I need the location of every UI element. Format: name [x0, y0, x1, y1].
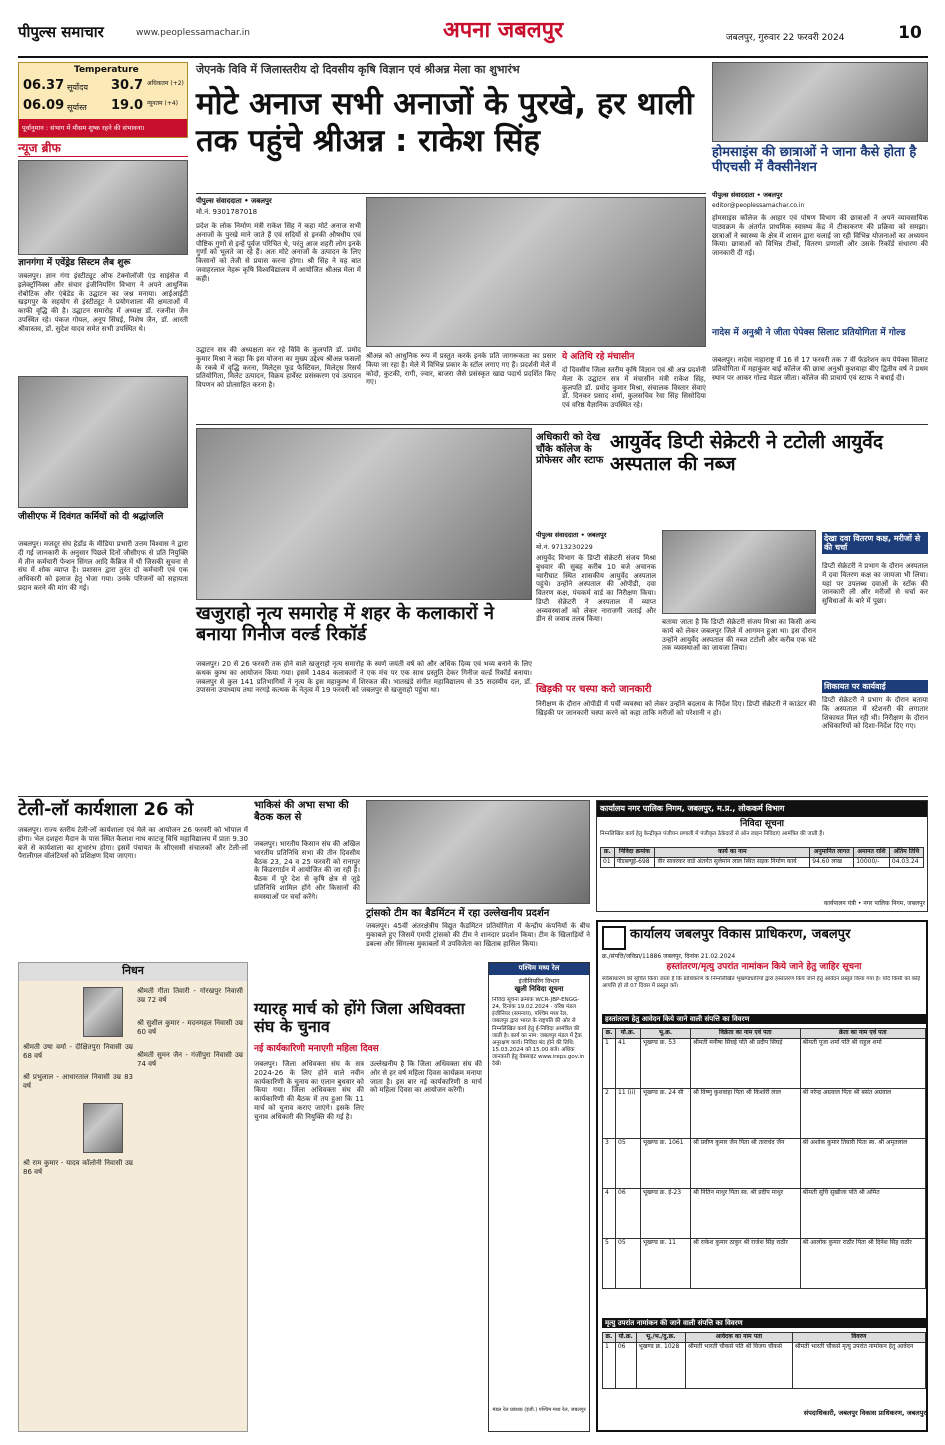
jda-logo-icon	[602, 926, 626, 950]
adhivakta-headline: ग्यारह मार्च को होंगे जिला अधिवक्ता संघ के चुनाव	[254, 999, 465, 1037]
weather-title: Temperature	[74, 65, 139, 75]
railway-footer: मंडल रेल प्रबंधक (इंजी.) पश्चिम मध्य रेल, जबलपुर	[492, 1407, 586, 1413]
ayurved-body-2: बताया जाता है कि डिप्टी सेक्रेटरी संजय मिश्रा का किसी अन्य कार्य को लेकर जबलपुर जिले में आगमन हुआ था। इस दौरान उन्होंने आयुर्वेद अस्पताल की नब्ज टटोली और करीब एक घंटे तक व्यवस्थाओं का जायजा लिया।	[662, 618, 816, 653]
homescience-body: होमसाइंस कॉलेज के आहार एवं पोषण विभाग की छात्राओं ने अपने व्यावसायिक पाठ्यक्रम के अंतर्गत प्राथमिक स्वास्थ्य केंद्र में टीकाकरण की प्रक्रिया को समझा। छात्राओं ने स्वास्थ्य के क्षेत्र में शासन द्वारा चलाई जा रही विभिन्न योजनाओं का अध्ययन किया। छात्राओं को विभिन्न टीकों, वितरण प्रणाली और उसके रिकॉर्ड संधारण की जानकारी दी गई।	[712, 214, 928, 257]
telilaw-body: जबलपुर। राज्य स्तरीय टेली-लॉ कार्यशाला एवं मेले का आयोजन 26 फरवरी को भोपाल में होगा। भेल दशहरा मैदान के पास स्थित कैलाश नाथ काटजू विधि महाविद्यालय में प्रातः 9.30 बजे से कार्यशाला का शुभारंभ होगा। इसमें पंचायत के सीएससी संचालकों और टेली-लॉ पैरालीगल वॉलंटियर्स को प्रशिक्षण दिया जाएगा।	[18, 826, 248, 861]
nades-body: जबलपुर। नादेस नाहाराष्ट्र में 16 से 17 फरवरी तक 7 वीं फेडरेशन कप पेपेक्स सिलाट प्रतियोगिता में महाकुंवर बाई कॉलेज की छात्रा अनुश्री कुशवाहा बीए द्वितीय वर्ष ने प्रथम स्थान पर आकर गोल्ड मेडल जीता। कॉलेज की प्राचार्य एवं स्टाफ ने बधाई दी।	[712, 356, 928, 382]
lead-body-2: उद्घाटन सत्र की अध्यक्षता कर रहे विवि के कुलपति डॉ. प्रमोद कुमार मिश्रा ने कहा कि इस योजना का मुख्य उद्देश्य श्रीअन्न फसलों के रकबे में वृद्धि करना, मिलेट्स फूड फेस्टिवल, मिलेट्स रिसर्च प्रतियोगिता, मिलेट उत्पादन, विक्रय हार्वेस्ट प्रसंस्करण एवं उत्पादन विपणन को प्रोत्साहित करना है।	[196, 346, 361, 389]
nigam-footer: कार्यपालन यंत्री • नगर पालिक निगम, जबलपुर	[823, 900, 925, 907]
page-number: 10	[898, 23, 922, 43]
news-brief-photo-2	[18, 376, 188, 508]
section-divider	[196, 424, 928, 425]
sunrise-label: सूर्योदय	[67, 83, 89, 92]
railway-sub: इंजीनियरिंग विभाग	[518, 978, 560, 985]
railway-header: पश्चिम मध्य रेल	[489, 963, 589, 975]
edition-title: अपना जबलपुर	[443, 18, 564, 43]
table-row: 3 05 भूखण्ड क्र. 1061 श्री प्रवीण कुमार जैन पिता श्री ताराचंद जैन श्री अशोक कुमार तिवारी पिता स्व. श्री अमृतलाल	[603, 1138, 926, 1188]
nidhan-entry: श्रीमती उषा वर्मा - दीक्षितपुरा निवासी उम्र 68 वर्ष	[23, 1043, 133, 1060]
jda-section-2: मृत्यु उपरांत नामांकन की जाने वाली संपत्ति का विवरण	[602, 1318, 926, 1328]
railway-title: खुली निविदा सूचना	[514, 985, 564, 993]
adhivakta-body-2: उल्लेखनीय है कि जिला अधिवक्ता संघ की ओर से हर वर्ष महिला दिवस कार्यक्रम मनाया जाता है। इस बार नई कार्यकारिणी 8 मार्च को महिला दिवस का आयोजन करेगी।	[370, 1060, 482, 1095]
khajuraho-body: जबलपुर। 20 से 26 फरवरी तक होने वाले खजुराहो नृत्य समारोह के स्वर्ण जयंती वर्ष को और अधिक दिव्य एवं भव्य बनाने के लिए कथक कुम्भ का आयोजन किया गया। इसमें 1484 कलाकारों ने एक मंच पर एक साथ प्रस्तुति देकर गिनीज वर्ल्ड रिकॉर्ड बनाया। जबलपुर से कुल 141 प्रतिभागियों ने नृत्य के इस महाकुम्भ में शिरकत की। भातखंडे संगीत महाविद्यालय से 35 सदस्यीय दल, डॉ. उपासना उपाध्याय तथा नरगड़े कत्थक के नेतृत्व में 19 फरवरी को जबलपुर से खजुराहो पहुंचा था।	[196, 660, 532, 695]
nidhan-entry: श्रीमती सुमन जैन - गंजीपुरा निवासी उम्र 74 वर्ष	[137, 1051, 243, 1068]
min-temp: 19.0	[111, 98, 144, 113]
khajuraho-headline: खजुराहो नृत्य समारोह में शहर के कलाकारों ने बनाया गिनीज वर्ल्ड रिकॉर्ड	[196, 603, 494, 645]
brief2-body: जबलपुर। मजदूर संघ हेडोंड के मीडिया प्रभारी उत्तम विश्वास ने द्वारा दी गई जानकारी के अनुसार पिछले दिनों जीसीएफ से प्रति नियुक्ति में तीन कर्मचारी पेन्शन सिंगल आदि कैंब्रिज में थी जिसकी सूचना से संघ में शोक व्याप्त है। प्रशासन द्वारा तुरंत दो कर्मचारी एवं एक अधिकारी को इलाज हेतु भेजा गया। उनके परिजनों को सहायता प्रदान करने की मांग की गई।	[18, 540, 188, 592]
adhivakta-subhead: नई कार्यकारिणी मनाएगी महिला दिवस	[254, 1044, 379, 1054]
nigam-header: कार्यालय नगर पालिक निगम, जबलपुर, म.प्र., लोककर्म विभाग	[597, 801, 927, 817]
transco-photo	[366, 800, 590, 904]
ayurved-photo	[662, 530, 816, 614]
ayurved-body: आयुर्वेद विभाग के डिप्टी सेक्रेटरी संजय मिश्रा बुधवार की सुबह करीब 10 बजे अचानक ग्वारीघाट स्थित शासकीय आयुर्वेद अस्पताल पहुंचे। उन्होंने अस्पताल की ओपीडी, दवा वितरण कक्ष, पंचकर्म वार्ड का निरीक्षण किया। डिप्टी सेक्रेटरी ने अस्पताल में व्याप्त अव्यवस्थाओं को लेकर नाराजगी जताई और डीन से जवाब तलब किया।	[536, 554, 656, 624]
transco-body: जबलपुर। 45वीं अंतरक्षेत्रीय विद्युत कैडमिंटन प्रतियोगिता में केन्द्रीय कंपनियों के बीच मुकाबले हुए जिसमें एमपी ट्रांसको की टीम ने शानदार प्रदर्शन किया। टीम के खिलाड़ियों ने डबल्स और सिंगल्स मुकाबलों में उपविजेता का खिताब हासिल किया।	[366, 922, 590, 948]
max-temp: 30.7	[111, 78, 144, 93]
brief1-title: ज्ञानगंगा में एवेंड्रेड सिस्टम लैब शुरू	[18, 258, 131, 268]
jda-section-1: हस्तांतरण हेतु आवेदन किये जाने वाली संपत्ति का विवरण	[602, 1014, 926, 1024]
lead-body-1: प्रदेश के लोक निर्माण मंत्री राकेश सिंह ने कहा मोटे अनाज सभी अनाजों के पुरखे माने जाते हैं एवं सदियों से इनकी औषधीय एवं पौष्टिक गुणों से इन्हें पूर्वज परिचित थे, परंतु आज शहरी लोग इनके गुणों को भूलते जा रहे हैं। अतः मोटे अनाजों के उत्पादन के लिए किसानों को तेजी से प्रयास करना होगा। श्री सिंह ने यह बात जवाहरलाल नेहरू कृषि विश्वविद्यालय में आयोजित श्रीअन्न मेला में कही।	[196, 222, 361, 283]
homescience-headline: होमसाइंस की छात्राओं ने जाना कैसे होता है पीएचसी में वैक्सीनेशन	[712, 145, 917, 175]
lead-photo-caption: ये अतिथि रहे मंचासीन	[562, 352, 635, 362]
weather-box	[18, 62, 188, 138]
homescience-photo	[712, 62, 928, 142]
ayurved-headline: आयुर्वेद डिप्टी सेक्रेटरी ने टटोली आयुर्वेद अस्पताल की नब्ज	[610, 431, 883, 475]
sunset-label: सूर्यास्त	[67, 103, 87, 112]
jda-footer: संपदाधिकारी, जबलपुर विकास प्राधिकरण, जबलपुर	[803, 1409, 926, 1417]
nades-headline: नादेस में अनुश्री ने जीता पेपेक्स सिलाट प्रतियोगिता में गोल्ड	[712, 328, 906, 338]
ayurved-byline: पीपुल्स संवाददाता • जबलपुर	[536, 531, 607, 539]
website[interactable]: www.peoplessamachar.in	[136, 28, 250, 38]
nigam-title: निविदा सूचना	[739, 819, 785, 829]
nidhan-entry: श्रीमती गीता तिवारी - गोरखपुर निवासी उम्र 72 वर्ष	[137, 987, 243, 1004]
table-row: 5 05 भूखण्ड क्र. 11 श्री राकेश कुमार ठाकुर श्री राजेश सिंह राठौर श्री आलोक कुमार राठौर पिता श्री दिनेश सिंह राठौर	[603, 1238, 926, 1288]
jda-table-2: क्र. यो.क्र. भू./भ./दु.क्र. आवेदक का नाम पता विवरण 1 06 भूखण्ड क्र. 1028 श्रीमती भारती चौकसे पति श्री विजय चौकसे श्रीमती भारती चौकसे मृत्यु उपरांत नामांकन हेतु आवेदन	[602, 1332, 926, 1389]
nigam-table: क्र. निविदा क्रमांक कार्य का नाम अनुमानित लागत अमानत राशि अंतिम तिथि 01 पीडब्ल्यूई-698 वीर सावरकर वार्ड अंतर्गत सुलेमान लाल स्थित सड़क निर्माण कार्य 94.60 लाख 10000/- 04.03.24	[600, 847, 924, 868]
jda-header: कार्यालय जबलपुर विकास प्राधिकरण, जबलपुर	[630, 927, 851, 942]
nidhan-photo-2	[83, 1103, 123, 1153]
ayurved-sub1: खिड़की पर चस्पा करो जानकारी	[536, 684, 652, 695]
nidhan-entry: श्री राम कुमार - यादव कॉलोनी निवासी उम्र 86 वर्ष	[23, 1159, 133, 1176]
bhakis-body: जबलपुर। भारतीय किसान संघ की अखिल भारतीय प्रतिनिधि सभा की तीन दिवसीय बैठक 23, 24 व 25 फरवरी को रानापुर के किंडरगार्डन में आयोजित की जा रही है। बैठक में पूरे देश से कृषि क्षेत्र से जुड़े प्रतिनिधि शामिल होंगे और किसानों की समस्याओं पर चर्चा करेंगे।	[254, 840, 360, 901]
ayurved-sidehead: अधिकारी को देख चौंके कॉलेज के प्रोफेसर और स्टाफ	[536, 432, 604, 466]
lead-rule	[196, 193, 706, 194]
issue-date: जबलपुर, गुरुवार 22 फरवरी 2024	[726, 33, 845, 43]
table-row: 1 41 भूखण्ड क्र. 53 श्रीमती मनीषा सिंघई पति श्री प्रदीप सिंघई श्रीमती पूजा शर्मा पति श्री राहुल शर्मा	[603, 1038, 926, 1088]
jda-notice	[596, 920, 928, 1432]
homescience-byline: पीपुल्स संवाददाता • जबलपुर	[712, 191, 783, 199]
transco-headline: ट्रांसको टीम का बैडमिंटन में रहा उल्लेखनीय प्रदर्शन	[366, 908, 550, 919]
sunset-time: 06.09	[23, 98, 65, 113]
ayurved-sub3-body: डिप्टी सेक्रेटरी ने प्रभाग के दौरान बताया कि अस्पताल में स्टेशनरी की लगातार शिकायत मिल रही थी। निरीक्षण के दौरान अधिकारियों को दिशा-निर्देश दिए गए।	[822, 696, 928, 731]
adhivakta-body: जबलपुर। जिला अधिवक्ता संघ के सत्र 2024-26 के लिए होने वाले नवीन कार्यकारिणी के चुनाव का एलान बुधवार को किया गया। जिला अधिवक्ता संघ की कार्यकारिणी की बैठक में तय हुआ कि 11 मार्च को चुनाव कराए जाएंगे। इसके लिए चुनाव अधिकारी की नियुक्ति की गई है।	[254, 1060, 364, 1121]
nidhan-entry: श्री प्रभुलाल - आधारताल निवासी उम्र 83 वर्ष	[23, 1073, 133, 1090]
nigam-text: निम्नलिखित कार्य हेतु केन्द्रीकृत पंजीयन प्रणाली में पंजीकृत ठेकेदारों से ऑन लाइन निविदाएं आमंत्रित की जाती हैं।	[600, 831, 825, 837]
ayurved-sub2-body: डिप्टी सेक्रेटरी ने प्रभाग के दौरान अस्पताल में दवा वितरण कक्ष का जायजा भी लिया। यहां पर उपलब्ध दवाओं के स्टॉक की जानकारी ली और मरीजों से चर्चा कर सुविधाओं के बारे में पूछा।	[822, 562, 928, 605]
jda-title: हस्तांतरण/मृत्यु उपरांत नामांकन किये जाने हेतु जाहिर सूचना	[666, 962, 862, 972]
nigam-tender	[596, 800, 928, 912]
min-label: न्यूनतम (+4)	[147, 100, 179, 107]
masthead	[18, 14, 928, 58]
ayurved-sub1-body: निरीक्षण के दौरान ओपीडी में पर्ची व्यवस्था को लेकर उन्होंने बदलाव के निर्देश दिए। डिप्टी सेक्रेटरी ने काउंटर की खिड़की पर जानकारी चस्पा करने को कहा ताकि मरीजों को परेशानी न हो।	[536, 700, 816, 717]
brief1-body: जबलपुर। ज्ञान गंगा इंस्टीट्यूट ऑफ टेक्नोलॉजी एंड साइंसेज में इलेक्ट्रॉनिक्स और संचार इंजीनियरिंग विभाग ने अपने आधुनिक रोबोटिक और एंबेडेड के उद्घाटन का जश्न मनाया। आईआईटी खड़गपुर के सहयोग से इंस्टीट्यूट ने प्रयोगशाला की क्षमताओं में काफी वृद्धि की है। उद्घाटन समारोह में अध्यक्ष डॉ. रजनीश जैन उपस्थित रहे। पंकज गोयल, अनूप सिंघई, निशेष जैन, डॉ. आरती श्रीवास्तव, डॉ. सुदेश यादव समेत सभी उपस्थित थे।	[18, 272, 188, 333]
max-label: अधिकतम (+2)	[147, 80, 184, 87]
khajuraho-photo	[196, 428, 532, 600]
jda-ref: क्र./संपत्ति/जविप्रा/11886 जबलपुर, दिनांक 21.02.2024	[602, 953, 736, 960]
ayurved-phone: मो.नं. 9713230229	[536, 543, 593, 551]
nidhan-entry: श्री सुशील कुमार - मदनमहल निवासी उम्र 60 वर्ष	[137, 1019, 243, 1036]
lead-byline: पीपुल्स संवाददाता • जबलपुर	[196, 197, 272, 205]
table-row: 01 पीडब्ल्यूई-698 वीर सावरकर वार्ड अंतर्गत सुलेमान लाल स्थित सड़क निर्माण कार्य 94.60 लाख 10000/- 04.03.24	[601, 857, 924, 867]
homescience-email[interactable]: editor@peoplessamachar.co.in	[712, 202, 805, 209]
nidhan-label: निधन	[19, 963, 247, 981]
railway-body: निविदा सूचना क्रमांक WCR-JBP-ENGG-24, दिनांक 19.02.2024 - वरिष्ठ मंडल इंजीनियर (समन्वय), पश्चिम मध्य रेल, जबलपुर द्वारा भारत के राष्ट्रपति की ओर से निम्नलिखित कार्य हेतु ई-निविदा आमंत्रित की जाती है। कार्य का नाम: जबलपुर मंडल में ट्रैक अनुरक्षण कार्य। निविदा बंद होने की तिथि: 15.03.2024 को 15.00 बजे। अधिक जानकारी हेतु वेबसाइट www.ireps.gov.in देखें।	[492, 997, 585, 1068]
table-row: 4 06 भूखण्ड क्र. ई-23 श्री नितिन माथुर पिता स्व. श्री प्रदीप माथुर श्रीमती सुचि सुखीजा पति श्री अमित	[603, 1188, 926, 1238]
lead-phone: मो.नं. 9301787018	[196, 208, 258, 216]
sunrise-time: 06.37	[23, 78, 65, 93]
brief2-title: जीसीएफ में दिवंगत कर्मियों को दी श्रद्धांजलि	[18, 512, 164, 522]
news-brief-label: न्यूज ब्रीफ	[18, 142, 188, 157]
table-row: 1 06 भूखण्ड क्र. 1028 श्रीमती भारती चौकसे पति श्री विजय चौकसे श्रीमती भारती चौकसे मृत्यु उपरांत नामांकन हेतु आवेदन	[603, 1342, 926, 1388]
lead-body-3: श्रीअन्न को आधुनिक रूप में प्रस्तुत करके इनके प्रति जागरूकता का प्रसार किया जा रहा है। मेले में विभिन्न प्रकार के स्टॉल लगाए गए हैं। प्रदर्शनी मेले में कोदो, कुटकी, रागी, ज्वार, बाजरा जैसे प्रसंस्कृत खाद्य पदार्थ प्रदर्शित किए गए।	[366, 352, 556, 387]
nidhan-photo-1	[83, 987, 123, 1037]
brand-logo: पीपुल्स समाचार	[18, 23, 104, 41]
nidhan-box	[18, 962, 248, 1432]
ayurved-sub3: शिकायत पर कार्यवाई	[822, 680, 928, 693]
news-brief-photo-1	[18, 160, 188, 255]
ayurved-sub2: देखा दवा वितरण कक्ष, मरीजों से की चर्चा	[822, 532, 928, 554]
jda-table: क्र. यो.क्र. भू.क्र. विक्रेता का नाम एवं पता क्रेता का नाम एवं पता 1 41 भूखण्ड क्र. 53 श्रीमती मनीषा सिंघई पति श्री प्रदीप सिंघई श्रीमती पूजा शर्मा पति श्री राहुल शर्मा 2 11 (ii) भूखण्ड क्र. 24 सी श्री विष्णु कुशवाहा पिता श्री किशोरी लाल श्री नरेन्द्र अग्रवाल पिता श्री बसंत अग्रवाल 3 05 भूखण्ड क्र. 1061 श्री प्रवीण कुमार जैन पिता श्री ताराचंद जैन श्री अशोक कुमार तिवारी पिता स्व. श्री अमृतलाल 4 06 भूखण्ड क्र. ई-23 श्री नितिन माथुर पिता स्व. श्री प्रदीप माथुर श्रीमती सुचि सुखीजा पति श्री अमित 5 05 भूखण्ड क्र. 11 श्री राकेश कुमार ठाकुर श्री राजेश सिंह राठौर श्री आलोक कुमार राठौर पिता श्री दिनेश सिंह राठौर	[602, 1028, 926, 1289]
lead-photo	[366, 197, 706, 347]
weather-forecast: पूर्वानुमान : संभाग में मौसम शुष्क रहने की संभावना।	[19, 119, 187, 137]
jda-intro: सर्वसाधारण को सूचित किया जाता है कि प्राधिकरण के निम्नलिखित भूखण्डधारियों द्वारा हस्तांतरण किये जाने हेतु आवेदन प्रस्तुत किया गया है। यदि किसी को कोई आपत्ति हो तो 07 दिवस में प्रस्तुत करें।	[602, 976, 921, 990]
lead-headline: मोटे अनाज सभी अनाजों के पुरखे, हर थाली तक पहुंचे श्रीअन्न : राकेश सिंह	[196, 86, 694, 160]
mid-divider	[18, 796, 928, 797]
telilaw-headline: टेली-लॉ कार्यशाला 26 को	[18, 799, 194, 820]
bhakis-headline: भाकिसं की अभा सभा की बैठक कल से	[254, 800, 349, 823]
table-row: 2 11 (ii) भूखण्ड क्र. 24 सी श्री विष्णु कुशवाहा पिता श्री किशोरी लाल श्री नरेन्द्र अग्रवाल पिता श्री बसंत अग्रवाल	[603, 1088, 926, 1138]
railway-tender	[488, 962, 590, 1432]
lead-caption-body: दो दिवसीय जिला स्तरीय कृषि विज्ञान एवं श्री अन्न प्रदर्शनी मेला के उद्घाटन सत्र में मंचासीन मंत्री राकेश सिंह, कुलपति डॉ. प्रमोद कुमार मिश्रा, संचालक विस्तार सेवाएं डॉ. दिनकर प्रसाद शर्मा, कुलसचिव रेवा सिंह सिसोदिया एवं वरिष्ठ वैज्ञानिक उपस्थित रहे।	[562, 366, 706, 409]
lead-kicker: जेएनके विवि में जिलास्तरीय दो दिवसीय कृषि विज्ञान एवं श्रीअन्न मेला का शुभारंभ	[196, 63, 520, 76]
